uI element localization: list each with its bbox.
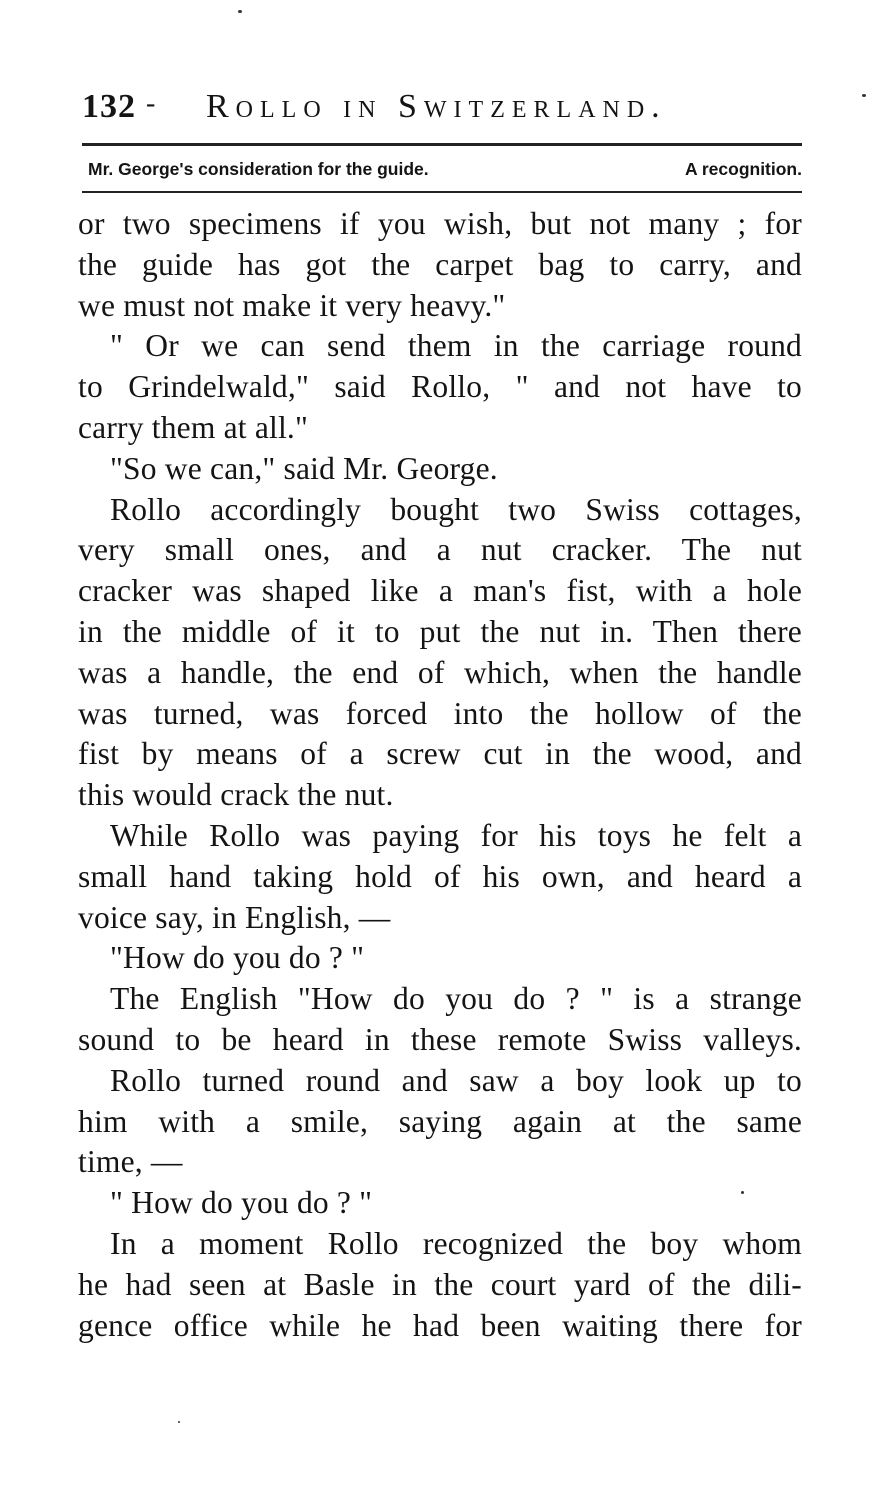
text-line: Rollo accordingly bought two Swiss cottages, [110, 491, 802, 527]
page-number-mark: - [146, 88, 156, 119]
summary-right: A recognition. [685, 159, 802, 179]
text-line: voice say, in English, — [78, 899, 391, 935]
scan-speck [238, 10, 242, 13]
page-header [82, 88, 802, 130]
text-line: to Grindelwald," said Rollo, " and not have to [78, 369, 802, 405]
text-line: time, — [78, 1144, 183, 1180]
text-line: the guide has got the carpet bag to carry, and [78, 246, 802, 282]
text-line: small hand taking hold of his own, and heard a [78, 858, 802, 894]
header-rule-top [82, 143, 802, 146]
text-line: or two specimens if you wish, but not many ; for [78, 206, 802, 241]
page-number: 132 [82, 88, 136, 125]
text-line: fist by means of a screw cut in the wood, and [78, 736, 802, 772]
text-line: sound to be heard in these remote Swiss valleys. [78, 1021, 802, 1057]
text-line: cracker was shaped like a man's fist, with a hole [78, 573, 802, 609]
page-summary [88, 155, 802, 185]
text-line: carry them at all." [78, 409, 309, 445]
summary-left: Mr. George's consideration for the guide. [88, 159, 429, 179]
text-line: While Rollo was paying for his toys he felt a [110, 817, 802, 853]
text-line: him with a smile, saying again at the same [78, 1103, 802, 1139]
text-line: " How do you do ? " [110, 1185, 373, 1221]
text-line: The English "How do you do ? " is a strange [110, 981, 802, 1017]
text-line: Rollo turned round and saw a boy look up to [110, 1062, 802, 1098]
text-line: in the middle of it to put the nut in. Then there [78, 613, 802, 649]
text-line: In a moment Rollo recognized the boy whom [110, 1225, 802, 1261]
text-line: very small ones, and a nut cracker. The nut [78, 532, 802, 568]
scan-speck [178, 1421, 180, 1423]
text-line: he had seen at Basle in the court yard of the dili- [78, 1266, 802, 1302]
text-line: was a handle, the end of which, when the handle [78, 654, 802, 690]
text-line: gence office while he had been waiting there for [78, 1307, 802, 1343]
text-line: "So we can," said Mr. George. [110, 450, 498, 486]
running-title: Rollo in Switzerland. [206, 88, 667, 125]
scan-speck [741, 1191, 744, 1194]
text-line: we must not make it very heavy." [78, 287, 506, 323]
text-line: "How do you do ? " [110, 940, 365, 976]
text-line: was turned, was forced into the hollow of the [78, 695, 802, 731]
scan-speck [862, 94, 866, 97]
body-text [78, 204, 802, 1346]
text-line: this would crack the nut. [78, 777, 394, 813]
text-line: " Or we can send them in the carriage round [110, 328, 802, 364]
header-rule-bottom [82, 191, 802, 193]
